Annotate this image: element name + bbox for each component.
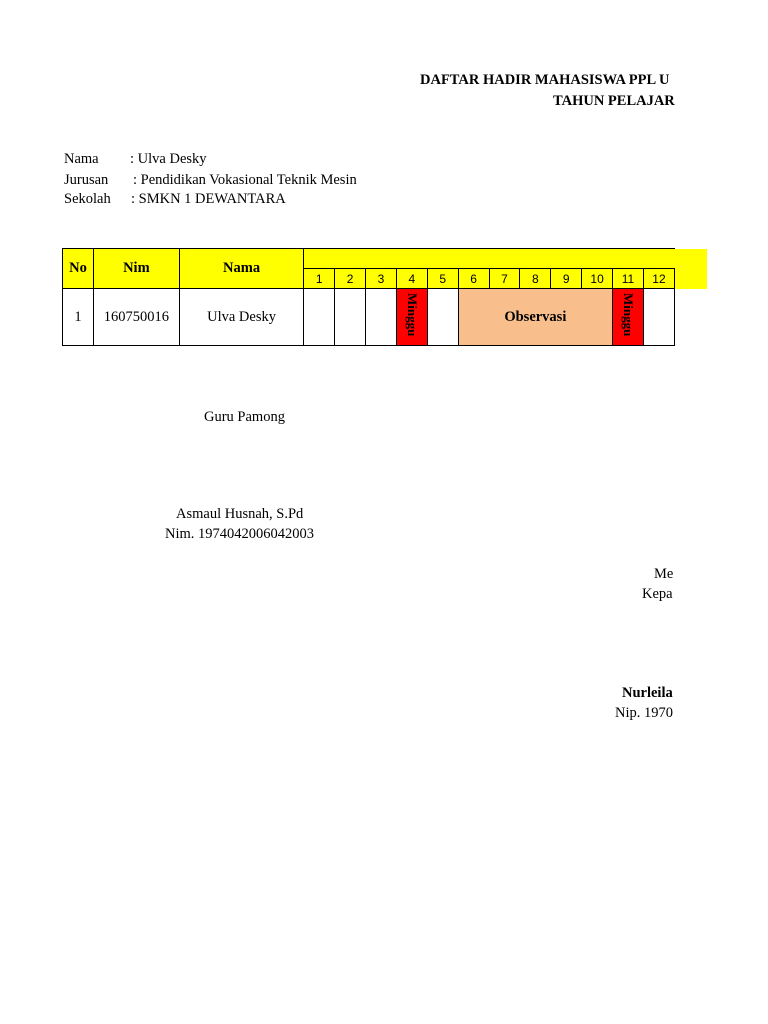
attendance-cell [335,289,366,346]
observation-cell: Observasi [458,289,612,346]
sunday-cell [396,289,427,346]
document-title: DAFTAR HADIR MAHASISWA PPL U [420,72,670,88]
header-overflow-fill [675,249,707,289]
day-number: 6 [458,269,489,289]
right-signature-line2: Kepa [642,586,673,602]
attendance-table [62,248,675,346]
day-number: 5 [427,269,458,289]
info-separator: : [130,151,135,167]
sunday-cell [613,289,644,346]
sunday-label: Minggu [404,292,420,337]
info-label: Nama [64,151,99,167]
day-number: 9 [551,269,582,289]
info-value: SMKN 1 DEWANTARA [138,191,286,207]
info-value: Pendidikan Vokasional Teknik Mesin [140,172,357,188]
header-days-group [304,249,675,269]
info-label: Jurusan [64,172,109,188]
day-number: 2 [335,269,366,289]
info-row-sekolah [64,191,286,208]
header-no: No [63,249,94,289]
day-number: 12 [643,269,674,289]
table-row [63,289,675,346]
attendance-cell [427,289,458,346]
row-nim: 160750016 [93,289,179,346]
document-subtitle: TAHUN PELAJAR [553,93,675,109]
guru-pamong-name: Asmaul Husnah, S.Pd [176,506,304,522]
row-nama: Ulva Desky [179,289,304,346]
row-no: 1 [63,289,94,346]
header-nim: Nim [93,249,179,289]
day-number: 7 [489,269,520,289]
info-value: Ulva Desky [137,151,207,167]
guru-pamong-title: Guru Pamong [204,409,285,425]
day-number: 1 [304,269,335,289]
right-signature-name: Nurleila [622,685,673,701]
info-label: Sekolah [64,191,111,207]
info-separator: : [131,191,136,207]
table-header-row [63,249,675,269]
day-number: 4 [396,269,427,289]
right-signature-line1: Me [654,566,674,582]
attendance-cell [304,289,335,346]
day-number: 11 [613,269,644,289]
info-row-jurusan [64,172,357,189]
info-row-nama [64,151,207,168]
attendance-cell [366,289,397,346]
sunday-label: Minggu [621,292,636,337]
day-number: 8 [520,269,551,289]
header-nama: Nama [179,249,304,289]
attendance-cell [643,289,674,346]
day-number: 10 [582,269,613,289]
right-signature-id: Nip. 1970 [615,705,673,721]
info-separator: : [133,172,138,188]
day-number: 3 [366,269,397,289]
guru-pamong-id: Nim. 1974042006042003 [165,526,315,542]
